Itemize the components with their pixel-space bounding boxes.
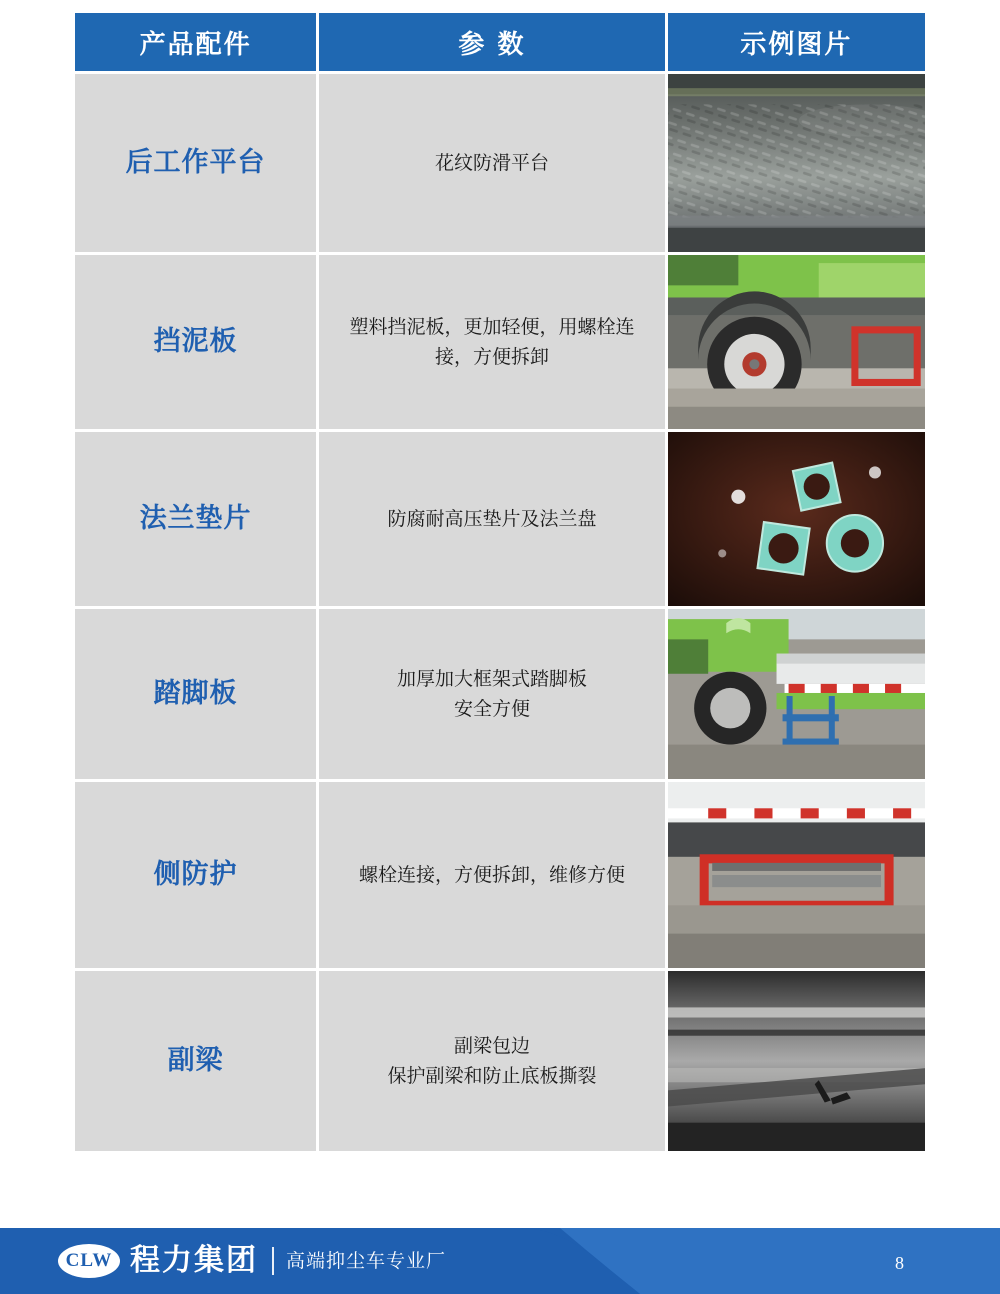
table-header-row [75,13,925,71]
checker-plate-platform-photo [668,74,925,252]
part-label: 副梁 [167,1044,224,1076]
side-guard-photo [668,782,925,968]
image-cell [668,74,925,252]
plastic-mudguard-photo [668,255,925,429]
image-cell [668,432,925,606]
parameter-cell [319,255,665,429]
table-row [75,971,925,1151]
page-footer [0,1228,1000,1294]
part-label: 挡泥板 [153,325,238,357]
part-cell [75,609,316,779]
parameter-cell [319,782,665,968]
table-row [75,74,925,252]
part-label: 后工作平台 [125,146,266,178]
image-cell [668,609,925,779]
part-cell [75,432,316,606]
part-label: 法兰垫片 [139,502,252,534]
parameter-label: 花纹防滑平台 [434,151,549,174]
part-label: 侧防护 [153,858,238,890]
header-parameter: 参 数 [319,13,665,71]
product-accessories-table [72,10,928,1154]
company-logo [58,1241,446,1281]
image-cell [668,255,925,429]
company-tagline: 高端抑尘车专业厂 [286,1249,447,1272]
parameter-label: 副梁包边 保护副梁和防止底板撕裂 [387,1034,597,1087]
sub-frame-photo [668,971,925,1151]
page-number: 8 [895,1253,904,1273]
part-cell [75,782,316,968]
logo-divider [272,1247,274,1275]
table-row [75,432,925,606]
image-cell [668,971,925,1151]
parameter-label: 塑料挡泥板，更加轻便，用螺栓连接，方便拆卸 [349,315,635,368]
part-label: 踏脚板 [153,677,238,709]
table-row [75,255,925,429]
table-row [75,609,925,779]
part-cell [75,74,316,252]
parameter-label: 螺栓连接，方便拆卸，维修方便 [358,863,625,886]
image-cell [668,782,925,968]
part-cell [75,971,316,1151]
header-part: 产品配件 [75,13,316,71]
clw-logo-mark: CLW [58,1244,120,1278]
company-name: 程力集团 [130,1243,258,1278]
table-row [75,782,925,968]
flange-gasket-photo [668,432,925,606]
parameter-cell [319,971,665,1151]
parameter-cell [319,609,665,779]
parameter-cell [319,432,665,606]
parameter-cell [319,74,665,252]
parameter-label: 防腐耐高压垫片及法兰盘 [387,507,597,530]
step-board-photo [668,609,925,779]
part-cell [75,255,316,429]
parameter-label: 加厚加大框架式踏脚板 安全方便 [396,667,587,720]
header-image: 示例图片 [668,13,925,71]
